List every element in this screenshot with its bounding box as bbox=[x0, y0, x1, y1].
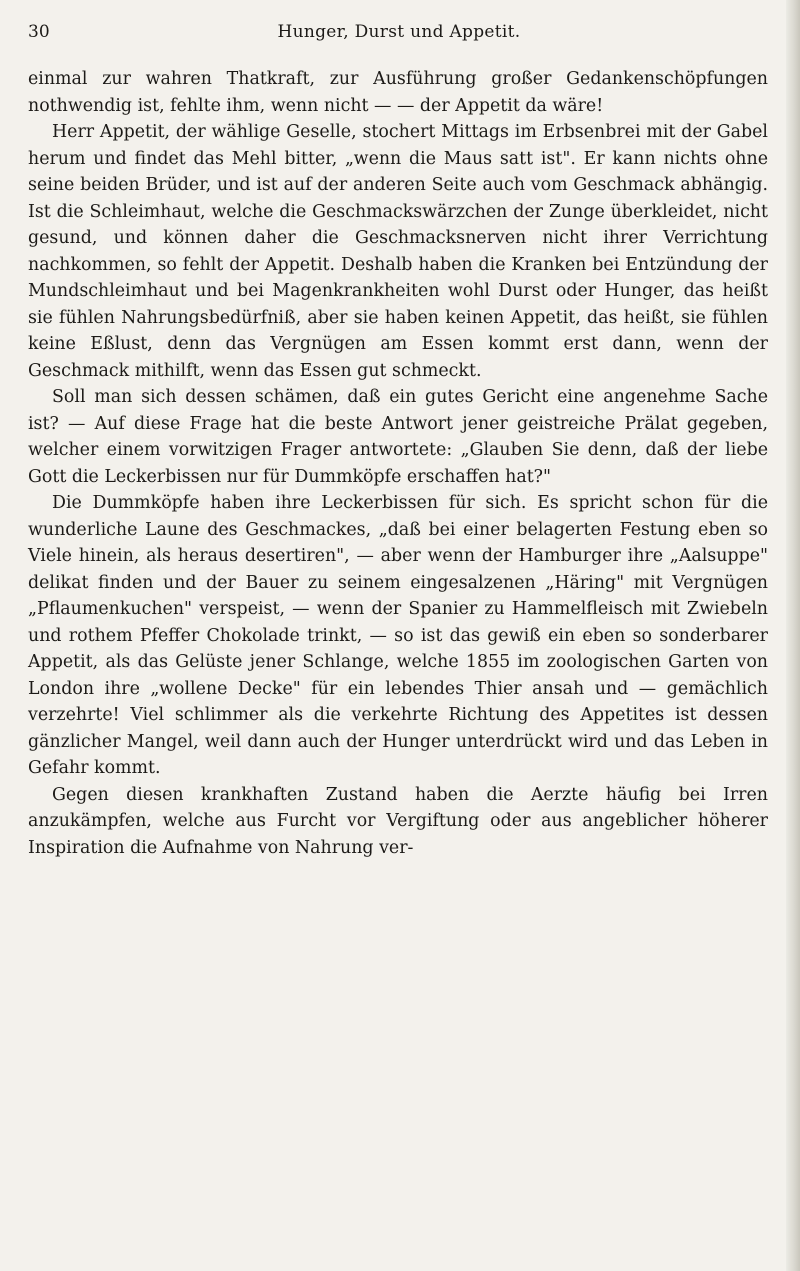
paragraph: einmal zur wahren Thatkraft, zur Ausführung großer Gedankenschöpfungen nothwendig ist, fehlte ihm, wenn nicht — — der Appetit da wäre! bbox=[28, 69, 768, 116]
paragraph: Die Dummköpfe haben ihre Leckerbissen für sich. Es spricht schon für die wunderliche Laune des Geschmackes, „daß bei einer belagerten Festung eben so Viele hinein, als heraus desertiren", — aber wenn der Hamburger ihre „Aalsuppe" delikat finden und der Bauer zu seinem eingesalzenen „Häring" mit Vergnügen „Pflaumenkuchen" verspeist, — wenn der Spanier zu Hammelfleisch mit Zwiebeln und rothem Pfeffer Chokolade trinkt, — so ist das gewiß ein eben so sonderbarer Appetit, als das Gelüste jener Schlange, welche 1855 im zoologischen Garten von London ihre „wollene Decke" für ein lebendes Thier ansah und — gemächlich verzehrte! Viel schlimmer als die verkehrte Richtung des Appetites ist dessen gänzlicher Mangel, weil dann auch der Hunger unterdrückt wird und das Leben in Gefahr kommt. bbox=[28, 493, 768, 778]
paragraph: Gegen diesen krankhaften Zustand haben die Aerzte häufig bei Irren anzukämpfen, welche aus Furcht vor Vergiftung oder aus angeblicher höherer Inspiration die Aufnahme von Nahrung ver- bbox=[28, 784, 768, 858]
page-number: 30 bbox=[28, 22, 50, 42]
page-header bbox=[28, 22, 770, 48]
paragraph: Herr Appetit, der wählige Geselle, stochert Mittags im Erbsenbrei mit der Gabel herum und findet das Mehl bitter, „wenn die Maus satt ist". Er kann nichts ohne seine beiden Brüder, und ist auf der anderen Seite auch vom Geschmack abhängig. Ist die Schleimhaut, welche die Geschmackswärzchen der Zunge überkleidet, nicht gesund, und können daher die Geschmacksnerven nicht ihrer Verrichtung nachkommen, so fehlt der Appetit. Deshalb haben die Kranken bei Entzündung der Mundschleimhaut und bei Magenkrankheiten wohl Durst oder Hunger, das heißt sie fühlen Nahrungsbedürfniß, aber sie haben keinen Appetit, das heißt, sie fühlen keine Eßlust, denn das Vergnügen am Essen kommt erst dann, wenn der Geschmack mithilft, wenn das Essen gut schmeckt. bbox=[28, 122, 768, 381]
page-edge bbox=[786, 0, 800, 1271]
body-text bbox=[28, 66, 768, 861]
running-title: Hunger, Durst und Appetit. bbox=[277, 22, 521, 42]
paragraph: Soll man sich dessen schämen, daß ein gutes Gericht eine angenehme Sache ist? — Auf diese Frage hat die beste Antwort jener geistreiche Prälat gegeben, welcher einem vorwitzigen Frager antwortete: „Glauben Sie denn, daß der liebe Gott die Leckerbissen nur für Dummköpfe erschaffen hat?" bbox=[28, 387, 768, 487]
